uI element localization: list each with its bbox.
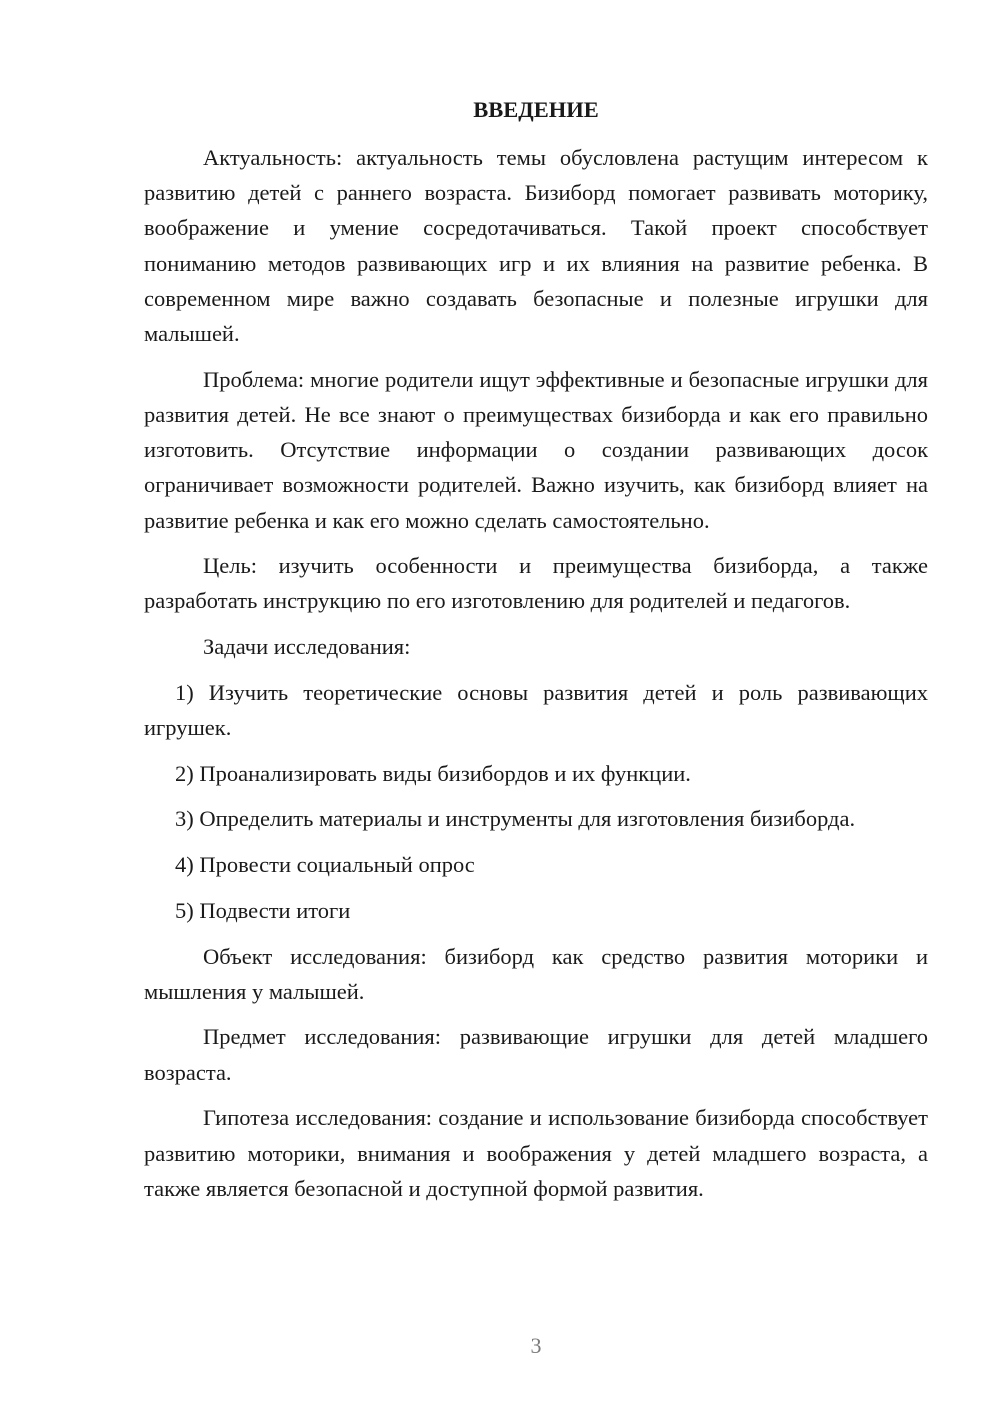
paragraph-subject: Предмет исследования: развивающие игрушки для детей младшего возраста. [144, 1024, 928, 1085]
section-title: ВВЕДЕНИЕ [473, 97, 599, 122]
page-number: 3 [530, 1333, 542, 1358]
task-item-2: 2) Проанализировать виды бизибордов и их функции. [175, 760, 691, 786]
paragraph-object: Объект исследования: бизиборд как средство развития моторики и мышления у малышей. [144, 943, 928, 1004]
task-item-3: 3) Определить материалы и инструменты для изготовления бизиборда. [175, 806, 856, 832]
task-item-4: 4) Провести социальный опрос [175, 852, 475, 878]
task-item-5: 5) Подвести итоги [175, 897, 351, 923]
paragraph-goal: Цель: изучить особенности и преимущества бизиборда, а также разработать инструкцию по его изготовлению для родителей и педагогов. [144, 553, 928, 614]
paragraph-tasks-heading: Задачи исследования: [203, 634, 411, 660]
paragraph-hypothesis: Гипотеза исследования: создание и использование бизиборда способствует развитию моторики, внимания и воображения у детей младшего возраста, а также является безопасной и доступной формой развития. [144, 1105, 928, 1201]
task-item-1: 1) Изучить теоретические основы развития детей и роль развивающих игрушек. [144, 679, 928, 741]
paragraph-relevance: Актуальность: актуальность темы обусловлена растущим интересом к развитию детей с раннего возраста. Бизиборд помогает развивать моторику, воображение и умение сосредотачиваться. Такой проект способствует пониманию методов развивающих игр и их влияния на развитие ребенка. В современном мире важно создавать безопасные и полезные игрушки для малышей. [144, 145, 928, 347]
document-page [144, 92, 928, 1216]
task-list [144, 675, 928, 928]
paragraph-problem: Проблема: многие родители ищут эффективные и безопасные игрушки для развития детей. Не все знают о преимуществах бизиборда и как его правильно изготовить. Отсутствие информации о создании развивающих досок ограничивает возможности родителей. Важно изучить, как бизиборд влияет на развитие ребенка и как его можно сделать самостоятельно. [144, 366, 928, 533]
